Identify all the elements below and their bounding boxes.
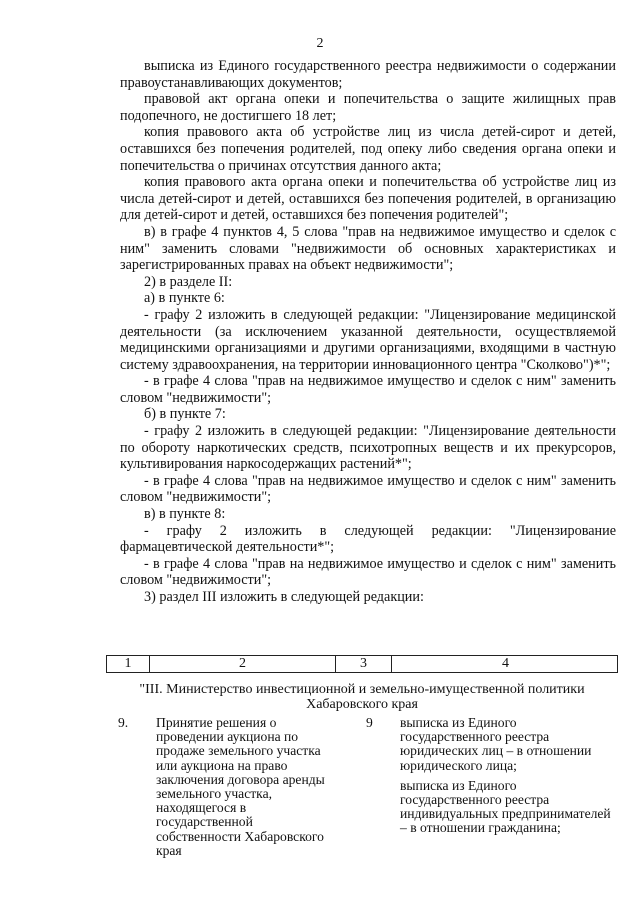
column-number-cell: 4	[391, 656, 619, 672]
paragraph: - графу 2 изложить в следующей редакции: "Лицензирование фармацевтической деятельности*";	[120, 522, 616, 556]
column-number-cell: 2	[149, 656, 335, 672]
page-number: 2	[316, 36, 324, 51]
paragraph: в) в графе 4 пунктов 4, 5 слова "прав на недвижимое имущество и сделок с ним" заменить словами "недвижимости об основных характеристиках и зарегистрированных правах на объект недвижимости";	[120, 223, 616, 274]
row-documents	[400, 716, 618, 842]
row-column3-value: 9	[366, 715, 373, 730]
paragraph: - графу 2 изложить в следующей редакции: "Лицензирование медицинской деятельности (за исключением указанной деятельности, осуществляемой медицинскими организациями и другими организациями, входящими в частную систему здравоохранения, на территории инновационного центра "Сколково")*";	[120, 306, 616, 373]
row-service-name: Принятие решения о проведении аукциона по продаже земельного участка или аукциона на право заключения договора аренды земельного участка, находящегося в государственной собственности Хабаровского края	[156, 715, 325, 858]
document-item: выписка из Единого государственного реестра индивидуальных предпринимателей – в отношении гражданина;	[400, 777, 611, 836]
paragraph: - в графе 4 слова "прав на недвижимое имущество и сделок с ним" заменить словом "недвижимости";	[120, 472, 616, 506]
paragraph: выписка из Единого государственного реестра недвижимости о содержании правоустанавливающих документов;	[120, 58, 616, 91]
column-number-row	[106, 655, 618, 673]
paragraph: в) в пункте 8:	[144, 506, 226, 523]
paragraph: - графу 2 изложить в следующей редакции: "Лицензирование деятельности по обороту наркотических средств, психотропных веществ и их прекурсоров, культивирования наркосодержащих растений*";	[120, 423, 616, 473]
section-heading: "III. Министерство инвестиционной и земельно-имущественной политики Хабаровского края	[139, 682, 585, 712]
document-item: выписка из Единого государственного реестра юридических лиц – в отношении юридического лица;	[400, 715, 592, 773]
paragraph: правовой акт органа опеки и попечительства о защите жилищных прав подопечного, не достигшего 18 лет;	[120, 91, 616, 124]
column-number-cell: 1	[124, 656, 132, 671]
paragraph: а) в пункте 6:	[144, 290, 225, 307]
paragraph: копия правового акта об устройстве лиц из числа детей-сирот и детей, оставшихся без попечения родителей, под опеку либо сведения органа опеки и попечительства о причинах отсутствия данного акта;	[120, 124, 616, 174]
paragraph: - в графе 4 слова "прав на недвижимое имущество и сделок с ним" заменить словом "недвижимости";	[120, 373, 616, 406]
paragraph: 3) раздел III изложить в следующей редакции:	[144, 589, 424, 605]
column-number-cell: 3	[335, 656, 391, 672]
paragraph: копия правового акта органа опеки и попечительства об устройстве лиц из числа детей-сирот и детей, оставшихся без попечения родителей, в организацию для детей-сирот и детей, оставшихся без попечения родителей";	[120, 174, 616, 224]
document-body	[120, 58, 616, 606]
row-number: 9.	[118, 715, 129, 730]
paragraph: 2) в разделе II:	[144, 273, 233, 290]
paragraph: б) в пункте 7:	[144, 406, 226, 423]
paragraph: - в графе 4 слова "прав на недвижимое имущество и сделок с ним" заменить словом "недвижимости";	[120, 555, 616, 589]
